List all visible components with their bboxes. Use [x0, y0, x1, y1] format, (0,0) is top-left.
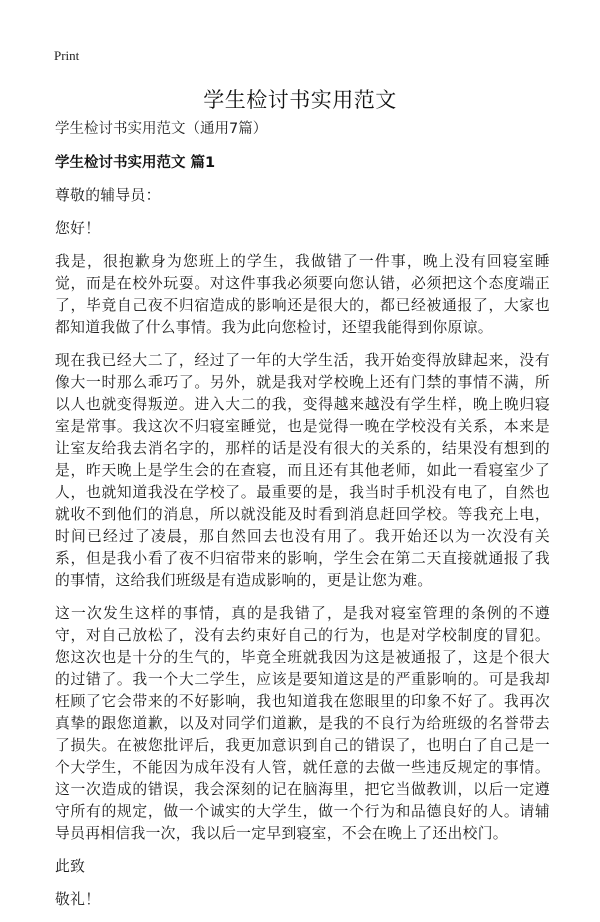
- body-paragraph-3: 这一次发生这样的事情，真的是我错了，是我对寝室管理的条例的不遵守，对自己放松了，没有去约束好自己的行为，也是对学校制度的冒犯。您这次也是十分的生气的，毕竟全班就我因为这是被通报了，这是个很大的过错了。我一个大二学生，应该是要知道这是的严重影响的。可是我却枉顾了它会带来的不好影响，我也知道我在您眼里的印象不好了。我再次真挚的跟您道歉，以及对同学们道歉，是我的不良行为给班级的名誉带去了损失。在被您批评后，我更加意识到自己的错误了，也明白了自己是一个大学生，不能因为成年没有人管，就任意的去做一些违反规定的事情。这一次造成的错误，我会深刻的记在脑海里，把它当做教训，以后一定遵守所有的规定，做一个诚实的大学生，做一个行为和品德良好的人。请辅导员再相信我一次，我以后一定早到寝室，不会在晚上了还出校门。: [55, 605, 550, 842]
- body-paragraph-1: 我是，很抱歉身为您班上的学生，我做错了一件事，晚上没有回寝室睡觉，而是在校外玩耍。对这件事我必须要向您认错，必须把这个态度端正了，毕竟自己夜不归宿造成的影响还是很大的，都已经被通报了，大家也都知道我做了什么事情。我为此向您检讨，还望我能得到你原谅。: [55, 253, 550, 336]
- body-paragraph-2: 现在我已经大二了，经过了一年的大学生活，我开始变得放肆起来，没有像大一时那么乖巧了。另外，就是我对学校晚上还有门禁的事情不满，所以人也就变得叛逆。进入大二的我，变得越来越没有学生样，晚上晚归寝室是常事。我这次不归寝室睡觉，也是觉得一晚在学校没有关系，本来是让室友给我去消名字的，那样的话是没有很大的关系的，结果没有想到的是，昨天晚上是学生会的在查寝，而且还有其他老师，如此一看寝室少了人，也就知道我没在学校了。最重要的是，我当时手机没有电了，自然也就收不到他们的消息，所以就没能及时看到消息赶回学校。等我充上电，时间已经过了凌晨，那自然回去也没有用了。我开始还以为一次没有关系，但是我小看了夜不归宿带来的影响，学生会在第二天直接就通报了我的事情，这给我们班级是有造成影响的，更是让您为难。: [55, 352, 550, 589]
- section-heading: 学生检讨书实用范文 篇1: [55, 155, 216, 171]
- greeting: 您好！: [55, 220, 101, 237]
- closing: 此致: [55, 858, 86, 875]
- print-label[interactable]: Print: [54, 48, 80, 63]
- document-body: [55, 118, 550, 922]
- regards: 敬礼！: [55, 891, 101, 908]
- salutation: 尊敬的辅导员：: [55, 187, 161, 204]
- document-subtitle: 学生检讨书实用范文（通用7篇）: [55, 121, 268, 137]
- document-title: 学生检讨书实用范文: [203, 88, 397, 112]
